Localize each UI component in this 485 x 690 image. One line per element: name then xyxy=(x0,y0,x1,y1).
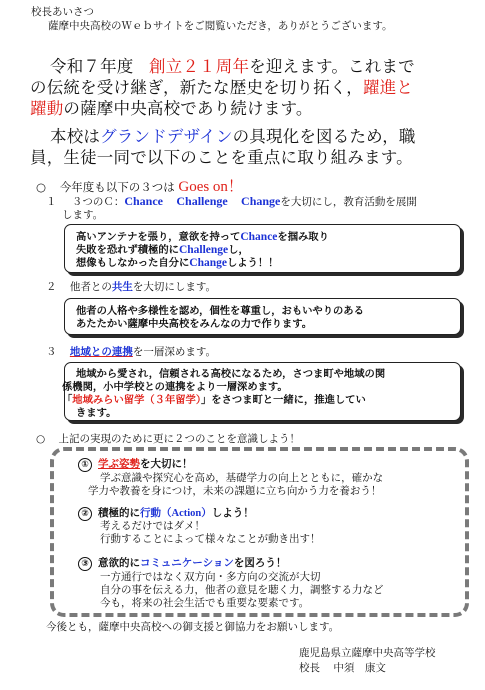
goes-on-text: Goes on！ xyxy=(178,179,243,195)
item1-challenge: Challenge xyxy=(176,194,228,208)
coexist-box-line-1: 他者の人格や多様性を認め，個性を尊重し，おもいやりのある xyxy=(76,305,364,317)
box3-open-quote: 「 xyxy=(62,394,73,406)
section1-lead xyxy=(36,180,243,195)
principle1-b: を大切に！ xyxy=(140,458,193,470)
box1-l1a: 高いアンテナを張り，意欲を持って xyxy=(76,231,241,243)
item1-chance: Chance xyxy=(124,194,164,208)
principle3-line-1: 一方通行ではなく双方向・多方向の交流が大切 xyxy=(100,571,321,583)
principle3-c: を図ろう！ xyxy=(233,557,287,569)
intro-line-2 xyxy=(30,77,413,98)
item2-num: ２ xyxy=(46,281,57,293)
item2-coexist: 共生 xyxy=(111,281,133,293)
intro-p2-a: 本校は xyxy=(50,127,101,146)
section2-bullet: ○ xyxy=(36,433,46,445)
greeting-heading: 校長あいさつ xyxy=(31,6,94,18)
community-box-line-3 xyxy=(62,394,366,407)
section2-lead xyxy=(36,433,300,446)
coexist-box-line-2: あたたかい薩摩中央高校をみんなの力で作ります。 xyxy=(76,318,313,330)
principal-name: 中須 康文 xyxy=(333,662,386,674)
item1-line-2: します。 xyxy=(62,209,104,221)
community-box-line-4: きます。 xyxy=(76,407,117,419)
chance-box-line-3 xyxy=(76,257,278,270)
principal-title: 校長 xyxy=(299,662,320,674)
box1-challenge: Challenge xyxy=(178,244,229,256)
principle1-line-1: 学ぶ意識や探究心を高め，基礎学力の向上とともに，確かな xyxy=(100,472,384,484)
box1-l1c: を掴み取り xyxy=(277,231,329,243)
item1-lead: ３つのＣ： xyxy=(71,196,125,208)
item3-community: 地域との連携 xyxy=(69,346,133,358)
section1-bullet: ○ xyxy=(36,180,47,194)
item2-c: を大切にします。 xyxy=(132,281,217,293)
intro-p1-tail: を迎えます。これまで xyxy=(249,57,415,76)
intro-reiwa: 令和７年度 xyxy=(50,57,134,76)
intro-grand-design: グランドデザイン xyxy=(100,127,233,146)
principle3-a: 意欲的に xyxy=(98,557,140,569)
intro-p2-line-2: 員，生徒一同で以下のことを重点に取り組みます。 xyxy=(30,148,413,167)
box1-l2c: し， xyxy=(228,244,249,256)
section1-lead-text: 今年度も以下の３つは xyxy=(59,180,175,194)
intro-line-3 xyxy=(30,98,313,119)
intro-p2-c: の具現化を図るため，職 xyxy=(232,127,416,146)
principle1-num: ① xyxy=(78,458,92,472)
intro-line3-text: の薩摩中央高校であり続けます。 xyxy=(63,99,313,118)
intro-line-1 xyxy=(50,56,415,77)
principle2-a: 積極的に xyxy=(98,507,140,519)
community-box-line-1: 地域から愛され，信頼される高校になるため，さつま町や地域の関 xyxy=(76,368,386,380)
greeting-thanks: 薩摩中央高校のＷｅｂサイトをご閲覧いただき，ありがとうございます。 xyxy=(48,20,393,32)
community-box-line-2: 係機関，小中学校との連携をより一層深めます。 xyxy=(62,381,288,393)
intro-line2-text: の伝統を受け継ぎ，新たな歴史を切り拓く， xyxy=(30,78,364,97)
box3-study-program: 地域みらい留学（３年留学） xyxy=(72,394,202,406)
box1-l3c: しよう！！ xyxy=(226,257,279,269)
principle2-num: ② xyxy=(78,507,92,521)
box1-change: Change xyxy=(189,257,227,269)
item2-line xyxy=(46,281,216,294)
item1-tail: を大切にし，教育活動を展開 xyxy=(280,196,417,208)
item3-b: を一層深めます。 xyxy=(132,346,217,358)
item3-line xyxy=(46,346,216,359)
intro-leap: 躍進と xyxy=(363,78,414,97)
intro-dynamism: 躍動 xyxy=(30,99,64,118)
item1-change: Change xyxy=(241,194,281,208)
chance-box-line-2 xyxy=(76,244,249,257)
principle2-line-1: 考えるだけではダメ！ xyxy=(100,520,205,532)
principle3-line-2: 自分の事を伝える力，他者の意見を聴く力，調整する力など xyxy=(100,584,384,596)
principle2-action-en: （Action） xyxy=(161,508,212,519)
box1-l3a: 想像もしなかった自分に xyxy=(76,257,190,269)
box1-l2a: 失敗を恐れず積極的に xyxy=(76,244,179,256)
principle3-num: ③ xyxy=(78,557,92,571)
item1-line-1 xyxy=(46,195,417,209)
item2-a: 他者との xyxy=(69,281,112,293)
chance-box-line-1 xyxy=(76,231,329,244)
intro-anniversary: 創立２１周年 xyxy=(148,57,250,76)
item1-num: １ xyxy=(46,196,57,208)
principle2-d: しよう！ xyxy=(211,507,254,519)
principle2-line-2: 行動することによって様々なことが動き出す！ xyxy=(100,533,321,545)
principal-signature xyxy=(299,662,386,675)
principle3-line-3: 今も，将来の社会生活でも重要な要素です。 xyxy=(100,597,310,609)
closing-message: 今後とも，薩摩中央高校への御支援と御協力をお願いします。 xyxy=(46,621,340,633)
principle2-title xyxy=(78,507,254,521)
section2-lead-text: 上記の実現のために更に２つのことを意識しよう！ xyxy=(58,433,301,445)
intro-p2-line-1 xyxy=(50,126,416,147)
principle3-title xyxy=(78,557,286,571)
principle1-learning: 学ぶ姿勢 xyxy=(98,458,140,470)
item3-num: ３ xyxy=(46,346,57,358)
school-name: 鹿児島県立薩摩中央高等学校 xyxy=(299,647,436,659)
principle1-title xyxy=(78,458,193,472)
box1-chance: Chance xyxy=(240,231,278,243)
box3-l3c: 」をさつま町と一緒に，推進してい xyxy=(201,394,366,406)
principle2-action: 行動 xyxy=(140,507,161,519)
principle3-communication: コミュニケーション xyxy=(140,557,234,569)
principle1-line-2: 学力や教養を身につけ，未来の課題に立ち向かう力を養おう！ xyxy=(88,485,382,497)
